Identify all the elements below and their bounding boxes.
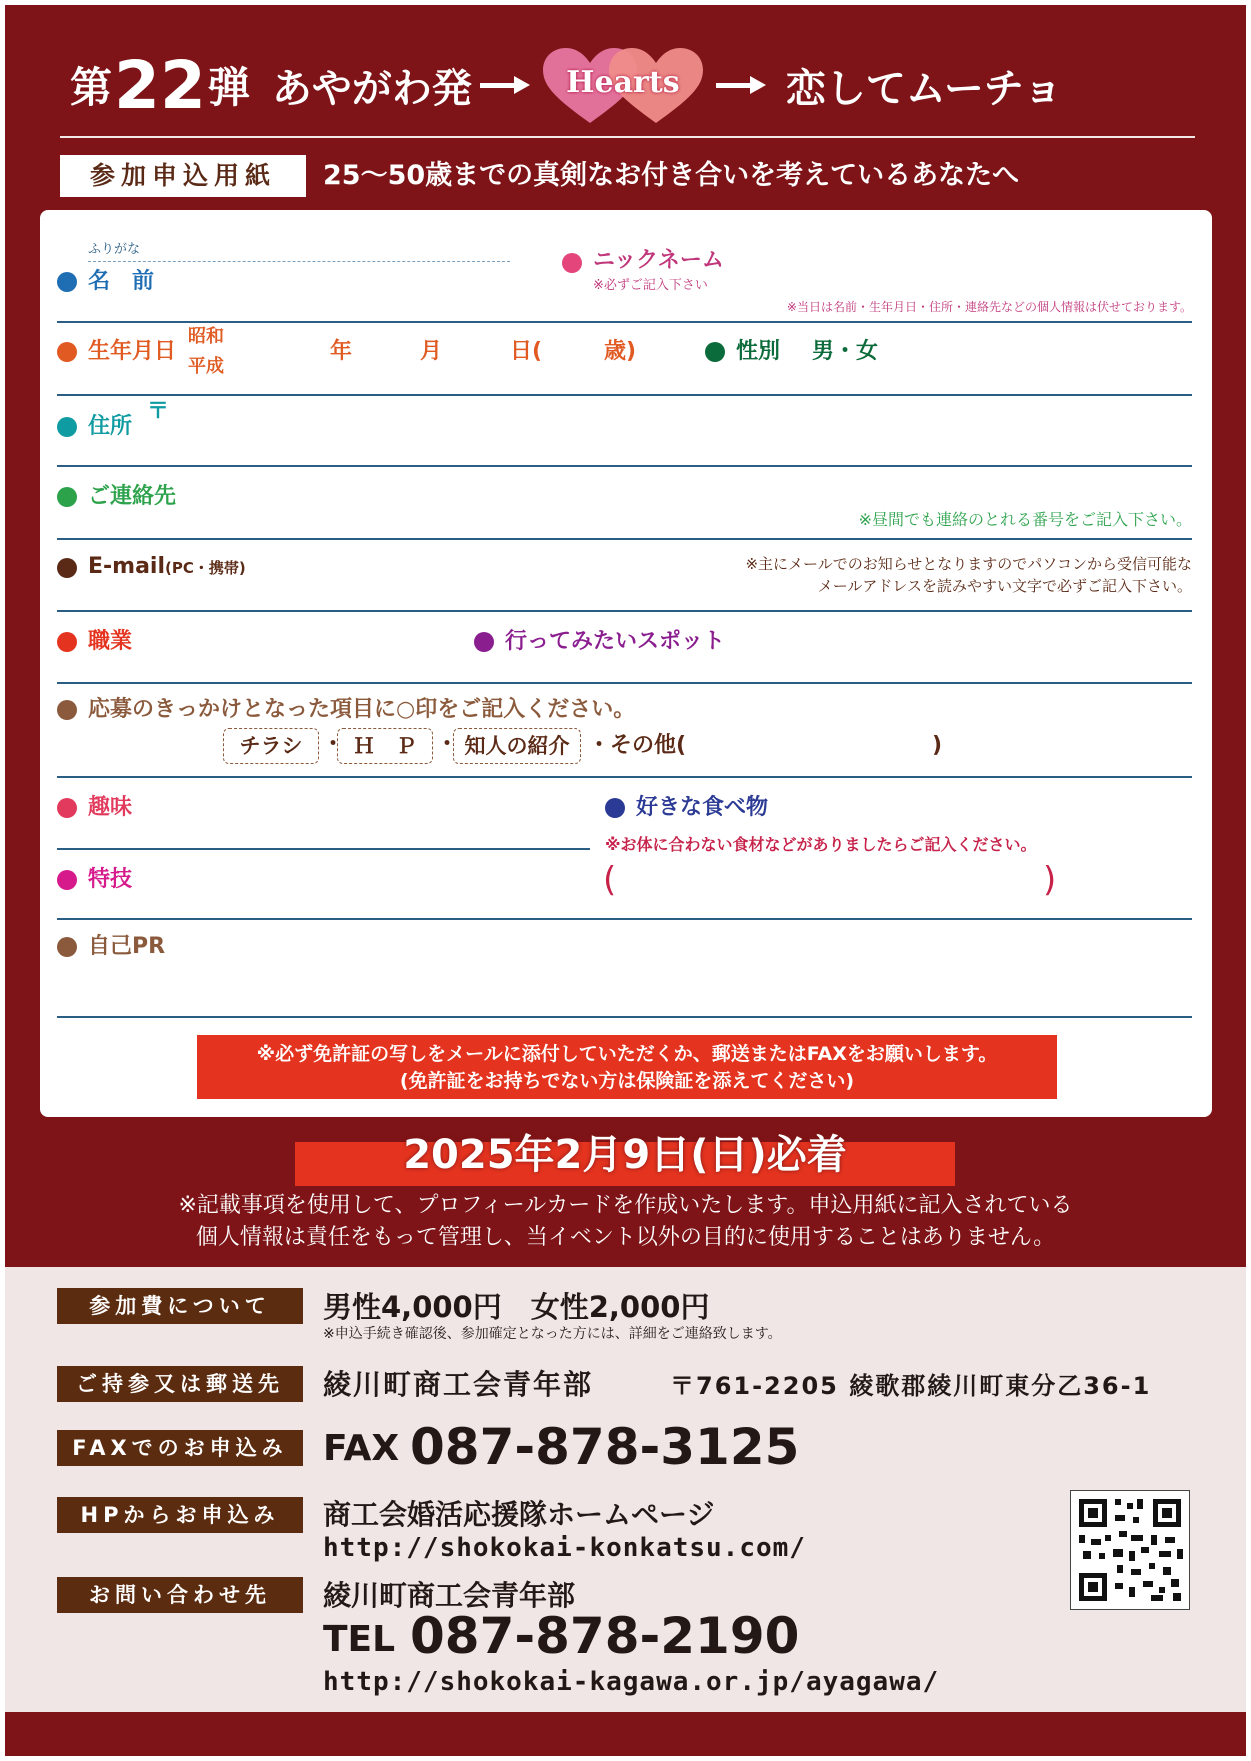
mail-tag: ご持参又は郵送先: [57, 1366, 303, 1402]
privacy-statement: [5, 1190, 1246, 1254]
email-sub: (PC・携帯): [165, 559, 246, 577]
choice-separator: ・: [322, 732, 345, 757]
contact-label: ご連絡先: [88, 484, 177, 509]
choice-other-close: ): [932, 733, 943, 758]
email-label-text: E-mail: [88, 554, 166, 579]
trigger-label: 応募のきっかけとなった項目に○印をご記入ください。: [88, 697, 636, 722]
birth-label: 生年月日: [88, 339, 177, 364]
hobby-label: 趣味: [88, 795, 133, 820]
year-unit: 年: [330, 339, 353, 364]
spot-label: 行ってみたいスポット: [505, 629, 726, 654]
fax-label: FAX: [323, 1428, 400, 1469]
email-note-2: メールアドレスを読みやすい文字で必ずご記入下さい。: [817, 577, 1192, 595]
gender-label: 性別: [736, 339, 781, 364]
bullet-icon: [57, 798, 77, 818]
row-divider: [57, 682, 1192, 684]
age-unit: 歳): [604, 339, 637, 364]
license-warning: [197, 1035, 1057, 1099]
fax-number: 087-878-3125: [410, 1418, 800, 1476]
pr-label: 自己PR: [88, 934, 166, 959]
arrow-icon: [716, 76, 766, 94]
mail-org: 綾川町商工会青年部: [323, 1368, 594, 1401]
name-label: 名 前: [88, 269, 155, 294]
title-left: あやがわ発: [271, 65, 472, 112]
warning-line-1: ※必ず免許証の写しをメールに添付していただくか、郵送またはFAXをお願いします。: [256, 1043, 998, 1065]
header-divider: [60, 136, 1195, 138]
food-note: ※お体に合わない食材などがありましたらご記入ください。: [605, 835, 1037, 854]
fee-tag: 参加費について: [57, 1288, 303, 1324]
era-heisei: 平成: [188, 356, 224, 377]
bullet-icon: [562, 253, 582, 273]
contact-note: ※昼間でも連絡のとれる番号をご記入下さい。: [858, 510, 1192, 529]
gender-options[interactable]: 男・女: [812, 339, 879, 364]
warning-line-2: (免許証をお持ちでない方は保険証を添えてください): [399, 1070, 855, 1092]
privacy-line-2: 個人情報は責任をもって管理し、当イベント以外の目的に使用することはありません。: [195, 1225, 1056, 1250]
title-suffix: 弾: [207, 63, 250, 112]
row-divider: [57, 610, 1192, 612]
arrow-icon: [480, 76, 530, 94]
food-paren-open: (: [603, 860, 617, 900]
skill-label: 特技: [88, 867, 133, 892]
row-divider: [57, 538, 1192, 540]
choice-flyer[interactable]: チラシ: [223, 728, 319, 764]
fax-tag: FAXでのお申込み: [57, 1430, 303, 1466]
bullet-icon: [57, 558, 77, 578]
hp-tag: HPからお申込み: [57, 1497, 303, 1533]
title-number: 22: [114, 46, 206, 124]
bullet-icon: [57, 417, 77, 437]
privacy-line-1: ※記載事項を使用して、プロフィールカードを作成いたします。申込用紙に記入されている: [178, 1193, 1073, 1218]
bullet-icon: [57, 870, 77, 890]
hp-url[interactable]: http://shokokai-konkatsu.com/: [323, 1533, 806, 1563]
contact-url[interactable]: http://shokokai-kagawa.or.jp/ayagawa/: [323, 1667, 940, 1697]
email-label: [88, 553, 246, 582]
month-unit: 月: [420, 339, 443, 364]
era-showa: 昭和: [188, 326, 224, 347]
bullet-icon: [57, 632, 77, 652]
application-form: [40, 210, 1212, 1117]
hearts-text: Hearts: [566, 65, 680, 100]
info-section: [5, 1267, 1246, 1712]
qr-code-icon: [1071, 1491, 1189, 1609]
furigana-label: ふりがな: [88, 242, 141, 257]
fee-note: ※申込手続き確認後、参加確定となった方には、詳細をご連絡致します。: [323, 1326, 782, 1342]
hearts-logo: [538, 45, 708, 125]
bullet-icon: [474, 632, 494, 652]
food-label: 好きな食べ物: [636, 795, 769, 820]
row-divider: [57, 321, 1192, 323]
day-unit: 日(: [510, 339, 543, 364]
food-paren-close: ): [1043, 860, 1057, 900]
furigana-field[interactable]: [88, 261, 510, 262]
email-note-1: ※主にメールでのお知らせとなりますのでパソコンから受信可能な: [745, 555, 1192, 573]
footer-bar: [5, 1712, 1246, 1756]
postal-mark: 〒: [147, 399, 170, 424]
tel-label: TEL: [323, 1619, 396, 1660]
contact-org: 綾川町商工会青年部: [323, 1579, 576, 1612]
choice-other[interactable]: ・その他(: [588, 733, 687, 758]
nickname-note: ※必ずご記入下さい: [593, 278, 708, 293]
row-divider: [57, 918, 1192, 920]
bullet-icon: [705, 342, 725, 362]
flyer-page: [5, 5, 1246, 1756]
event-title: [70, 45, 1063, 125]
job-label: 職業: [88, 629, 133, 654]
bullet-icon: [57, 937, 77, 957]
application-tag: 参加申込用紙: [60, 155, 306, 197]
choice-hp[interactable]: Ｈ Ｐ: [337, 728, 433, 764]
title-right: 恋してムーチョ: [785, 65, 1063, 112]
row-divider: [57, 776, 1192, 778]
nickname-label: ニックネーム: [593, 248, 724, 273]
choice-friend[interactable]: 知人の紹介: [453, 728, 581, 764]
bullet-icon: [57, 700, 77, 720]
mail-address: 〒761-2205 綾歌郡綾川町東分乙36-1: [670, 1372, 1152, 1400]
deadline-text: 2025年2月9日(日)必着: [403, 1132, 847, 1178]
row-divider: [57, 848, 590, 850]
fee-text: 男性4,000円 女性2,000円: [323, 1290, 710, 1324]
bullet-icon: [57, 272, 77, 292]
bullet-icon: [57, 342, 77, 362]
choice-separator: ・: [436, 732, 459, 757]
hp-name: 商工会婚活応援隊ホームページ: [323, 1498, 715, 1531]
bullet-icon: [57, 487, 77, 507]
row-divider: [57, 1016, 1192, 1018]
application-subtitle: 25〜50歳までの真剣なお付き合いを考えているあなたへ: [323, 160, 1020, 191]
qr-code[interactable]: [1070, 1490, 1190, 1610]
bullet-icon: [605, 798, 625, 818]
title-prefix: 第: [70, 63, 113, 112]
row-divider: [57, 465, 1192, 467]
tel-number: 087-878-2190: [410, 1607, 800, 1665]
contact-tag: お問い合わせ先: [57, 1577, 303, 1613]
address-label: 住所: [88, 414, 133, 439]
row-divider: [57, 394, 1192, 396]
privacy-note: ※当日は名前・生年月日・住所・連絡先などの個人情報は伏せております。: [786, 300, 1192, 314]
